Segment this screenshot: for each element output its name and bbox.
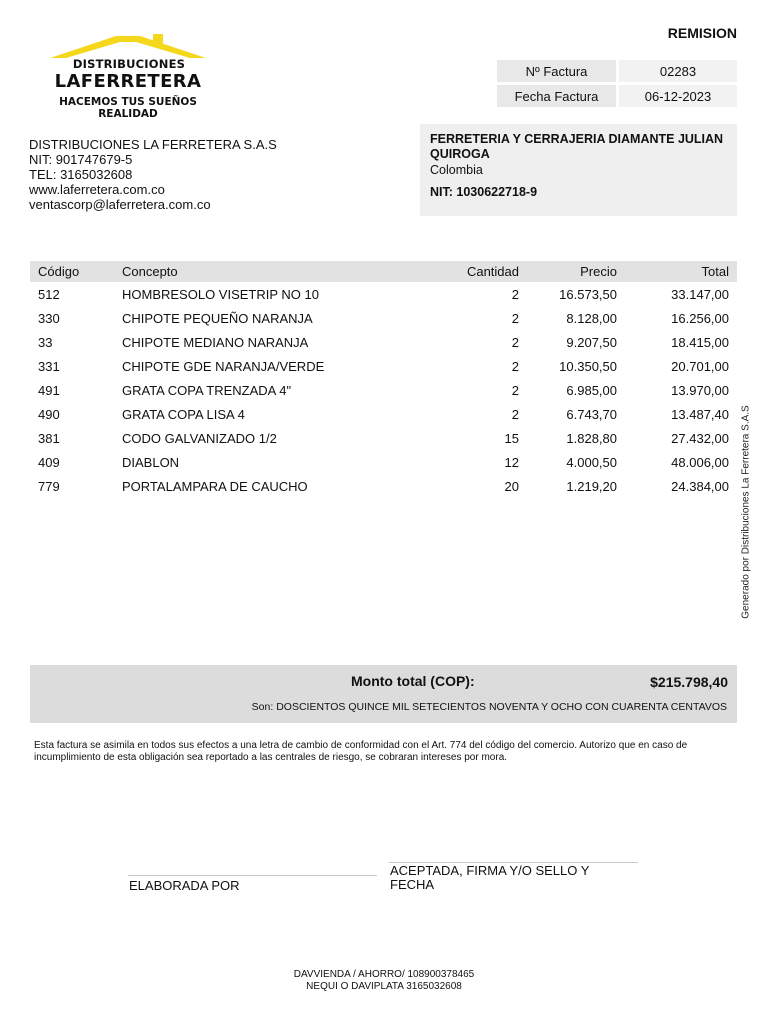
invoice-number-value: 02283 [619,60,737,82]
item-total: 13.970,00 [671,382,729,398]
table-header-row [30,261,737,282]
client-box [420,124,737,216]
item-code: 779 [38,478,60,494]
item-price: 6.985,00 [566,382,617,398]
table-row [30,426,737,450]
item-total: 33.147,00 [671,286,729,302]
header-code: Código [30,261,114,282]
client-nit: NIT: 1030622718-9 [430,185,538,199]
item-code: 409 [38,454,60,470]
signature-label-accepted: ACEPTADA, FIRMA Y/O SELLO Y FECHA [390,863,590,892]
invoice-date-row [497,85,737,107]
client-country: Colombia [430,163,483,177]
item-code: 512 [38,286,60,302]
total-label: Monto total (COP): [351,673,475,689]
header-price: Precio [527,261,625,282]
company-info [29,137,277,212]
client-name: FERRETERIA Y CERRAJERIA DIAMANTE JULIAN QUIROGA [430,132,724,161]
company-phone: TEL: 3165032608 [29,167,133,182]
item-total: 16.256,00 [671,310,729,326]
item-concept: CHIPOTE PEQUEÑO NARANJA [122,310,313,326]
item-price: 10.350,50 [559,358,617,374]
table-row [30,378,737,402]
company-logo [28,30,228,120]
table-row [30,402,737,426]
logo-tagline: HACEMOS TUS SUEÑOS REALIDAD [59,96,197,120]
item-quantity: 12 [504,454,519,470]
item-concept: CHIPOTE GDE NARANJA/VERDE [122,358,325,374]
company-name: DISTRIBUCIONES LA FERRETERA S.A.S [29,137,277,152]
item-price: 1.219,20 [566,478,617,494]
table-row [30,474,737,498]
total-in-words: Son: DOSCIENTOS QUINCE MIL SETECIENTOS NOVENTA Y OCHO CON CUARENTA CENTAVOS [251,701,727,713]
item-total: 48.006,00 [671,454,729,470]
item-total: 18.415,00 [671,334,729,350]
item-price: 9.207,50 [566,334,617,350]
item-price: 1.828,80 [566,430,617,446]
item-concept: GRATA COPA LISA 4 [122,406,245,422]
generated-by-text: Generado por Distribuciones La Ferretera S.A.S [740,405,752,619]
item-quantity: 15 [504,430,519,446]
payment-footer [0,969,768,993]
header-total: Total [625,261,737,282]
item-price: 8.128,00 [566,310,617,326]
table-row [30,306,737,330]
item-code: 330 [38,310,60,326]
items-table [30,261,737,498]
item-concept: DIABLON [122,454,180,470]
item-code: 381 [38,430,60,446]
table-row [30,330,737,354]
footer-wallet-line: NEQUI O DAVIPLATA 3165032608 [306,981,462,992]
invoice-date-value: 06-12-2023 [619,85,737,107]
item-concept: PORTALAMPARA DE CAUCHO [122,478,308,494]
table-row [30,450,737,474]
item-price: 4.000,50 [566,454,617,470]
document-title: REMISION [667,25,737,41]
header-concept: Concepto [114,261,424,282]
item-quantity: 2 [511,286,519,302]
item-price: 16.573,50 [559,286,617,302]
logo-line-1: DISTRIBUCIONES [72,57,186,71]
table-row [30,354,737,378]
item-quantity: 2 [511,406,519,422]
item-quantity: 20 [504,478,519,494]
item-quantity: 2 [511,358,519,374]
totals-box [30,665,737,723]
item-code: 490 [38,406,60,422]
item-code: 33 [38,334,53,350]
company-website: www.laferretera.com.co [29,182,165,197]
invoice-meta [497,60,737,110]
invoice-date-label: Fecha Factura [497,85,616,107]
item-concept: CHIPOTE MEDIANO NARANJA [122,334,309,350]
item-quantity: 2 [511,310,519,326]
item-code: 491 [38,382,60,398]
item-code: 331 [38,358,60,374]
invoice-number-row [497,60,737,82]
signature-line-elaborated [128,875,377,876]
item-concept: HOMBRESOLO VISETRIP NO 10 [122,286,319,302]
invoice-number-label: Nº Factura [497,60,616,82]
item-concept: GRATA COPA TRENZADA 4" [122,382,292,398]
table-row [30,282,737,306]
item-total: 20.701,00 [671,358,729,374]
company-email: ventascorp@laferretera.com.co [29,197,211,212]
legal-notice: Esta factura se asimila en todos sus efectos a una letra de cambio de conformidad con el Art. 774 del código del comercio. Autorizo que en caso de incumplimiento de esta obligación sea reportado a las centrales de riesgo, se cobraran intereses por mora. [34,740,688,763]
header-quantity: Cantidad [424,261,527,282]
item-concept: CODO GALVANIZADO 1/2 [122,430,277,446]
item-quantity: 2 [511,382,519,398]
footer-bank-line: DAVVIENDA / AHORRO/ 108900378465 [293,969,475,980]
item-total: 27.432,00 [671,430,729,446]
total-value: $215.798,40 [650,674,728,690]
item-total: 13.487,40 [671,406,729,422]
logo-line-2: LAFERRETERA [54,71,202,92]
item-price: 6.743,70 [566,406,617,422]
item-total: 24.384,00 [671,478,729,494]
company-nit: NIT: 901747679-5 [29,152,133,167]
house-roof-icon [28,30,228,60]
signature-label-elaborated: ELABORADA POR [129,878,240,893]
item-quantity: 2 [511,334,519,350]
